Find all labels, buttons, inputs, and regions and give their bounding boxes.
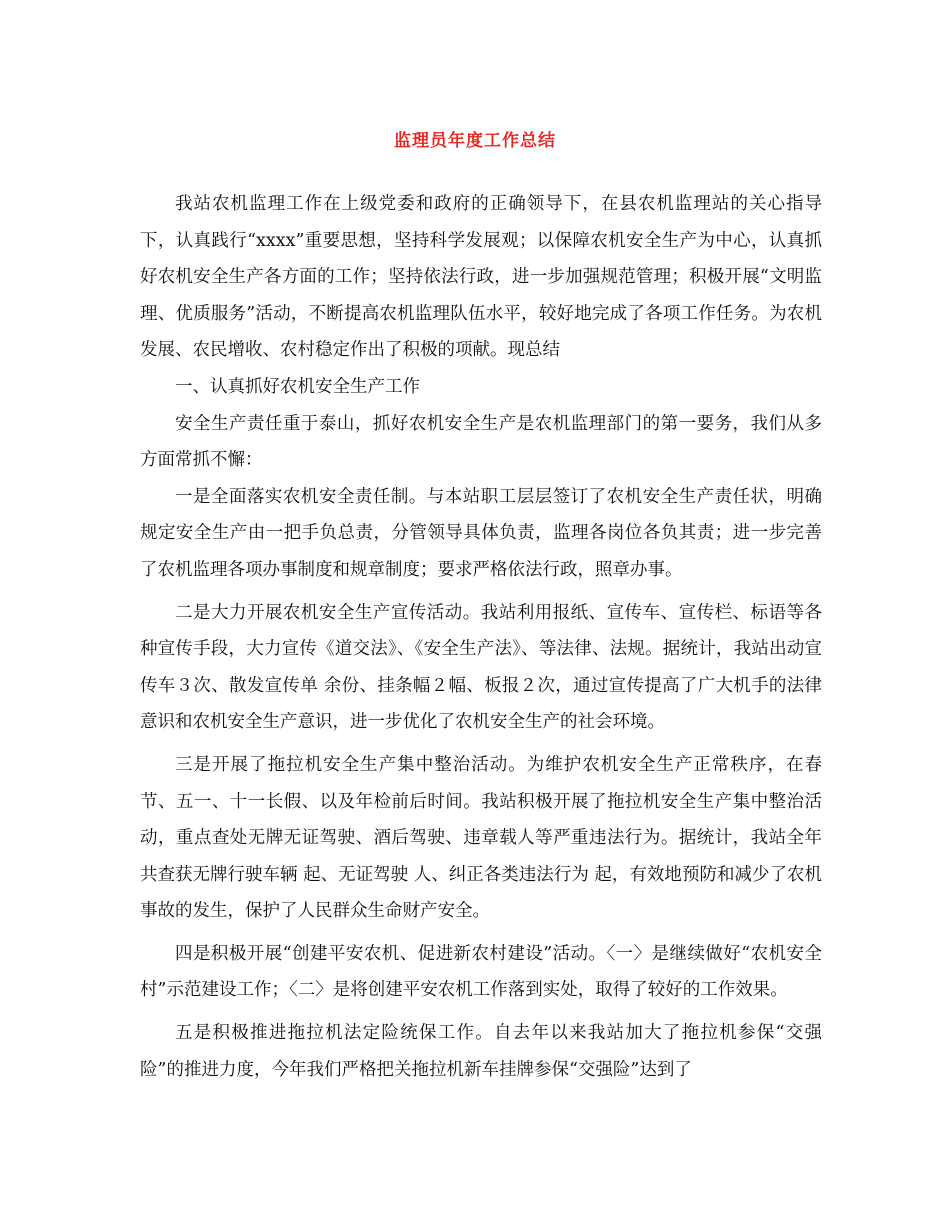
document-title: 监理员年度工作总结 — [394, 131, 556, 151]
paragraph-item-2: 二是大力开展农机安全生产宣传活动。我站利用报纸、宣传车、宣传栏、标语等各种宣传手段，大力宣传《道交法》、《安全生产法》、等法律、法规。据统计，我站出动宣传车３次、散发宣传单 余份、挂条幅２幅、板报２次，通过宣传提高了广大机手的法律意识和农机安全生产意识，进一步优化了农机安全生产的社会环境。 — [140, 602, 822, 733]
document-body — [140, 186, 822, 1088]
section-heading-1: 一、认真抓好农机安全生产工作 — [175, 376, 420, 397]
paragraph-item-4: 四是积极开展“创建平安农机、促进新农村建设”活动。〈一〉是继续做好“农机安全村”示范建设工作；〈二〉是将创建平安农机工作落到实处，取得了较好的工作效果。 — [140, 943, 822, 1001]
paragraph-item-5: 五是积极推进拖拉机法定险统保工作。自去年以来我站加大了拖拉机参保“交强险”的推进力度，今年我们严格把关拖拉机新车挂牌参保“交强险”达到了 — [140, 1023, 822, 1080]
paragraph-safety-overview: 安全生产责任重于泰山，抓好农机安全生产是农机监理部门的第一要务，我们从多方面常抓不懈： — [140, 413, 822, 471]
paragraph-intro: 我站农机监理工作在上级党委和政府的正确领导下，在县农机监理站的关心指导下，认真践行“xxxx”重要思想，坚持科学发展观；以保障农机安全生产为中心，认真抓好农机安全生产各方面的工作；坚持依法行政，进一步加强规范管理；积极开展“文明监理、优质服务”活动，不断提高农机监理队伍水平，较好地完成了各项工作任务。为农机发展、农民增收、农村稳定作出了积极的项献。现总结 — [140, 194, 822, 361]
paragraph-item-1: 一是全面落实农机安全责任制。与本站职工层层签订了农机安全生产责任状，明确规定安全生产由一把手负总责，分管领导具体负责，监理各岗位各负其责；进一步完善了农机监理各项办事制度和规章制度；要求严格依法行政，照章办事。 — [140, 486, 822, 580]
paragraph-item-3: 三是开展了拖拉机安全生产集中整治活动。为维护农机安全生产正常秩序，在春节、五一、十一长假、以及年检前后时间。我站积极开展了拖拉机安全生产集中整治活动，重点查处无牌无证驾驶、酒后驾驶、违章载人等严重违法行为。据统计，我站全年共查获无牌行驶车辆 起、无证驾驶 人、纠正各类违法行为 起，有效地预防和减少了农机事故的发生，保护了人民群众生命财产安全。 — [140, 754, 822, 922]
